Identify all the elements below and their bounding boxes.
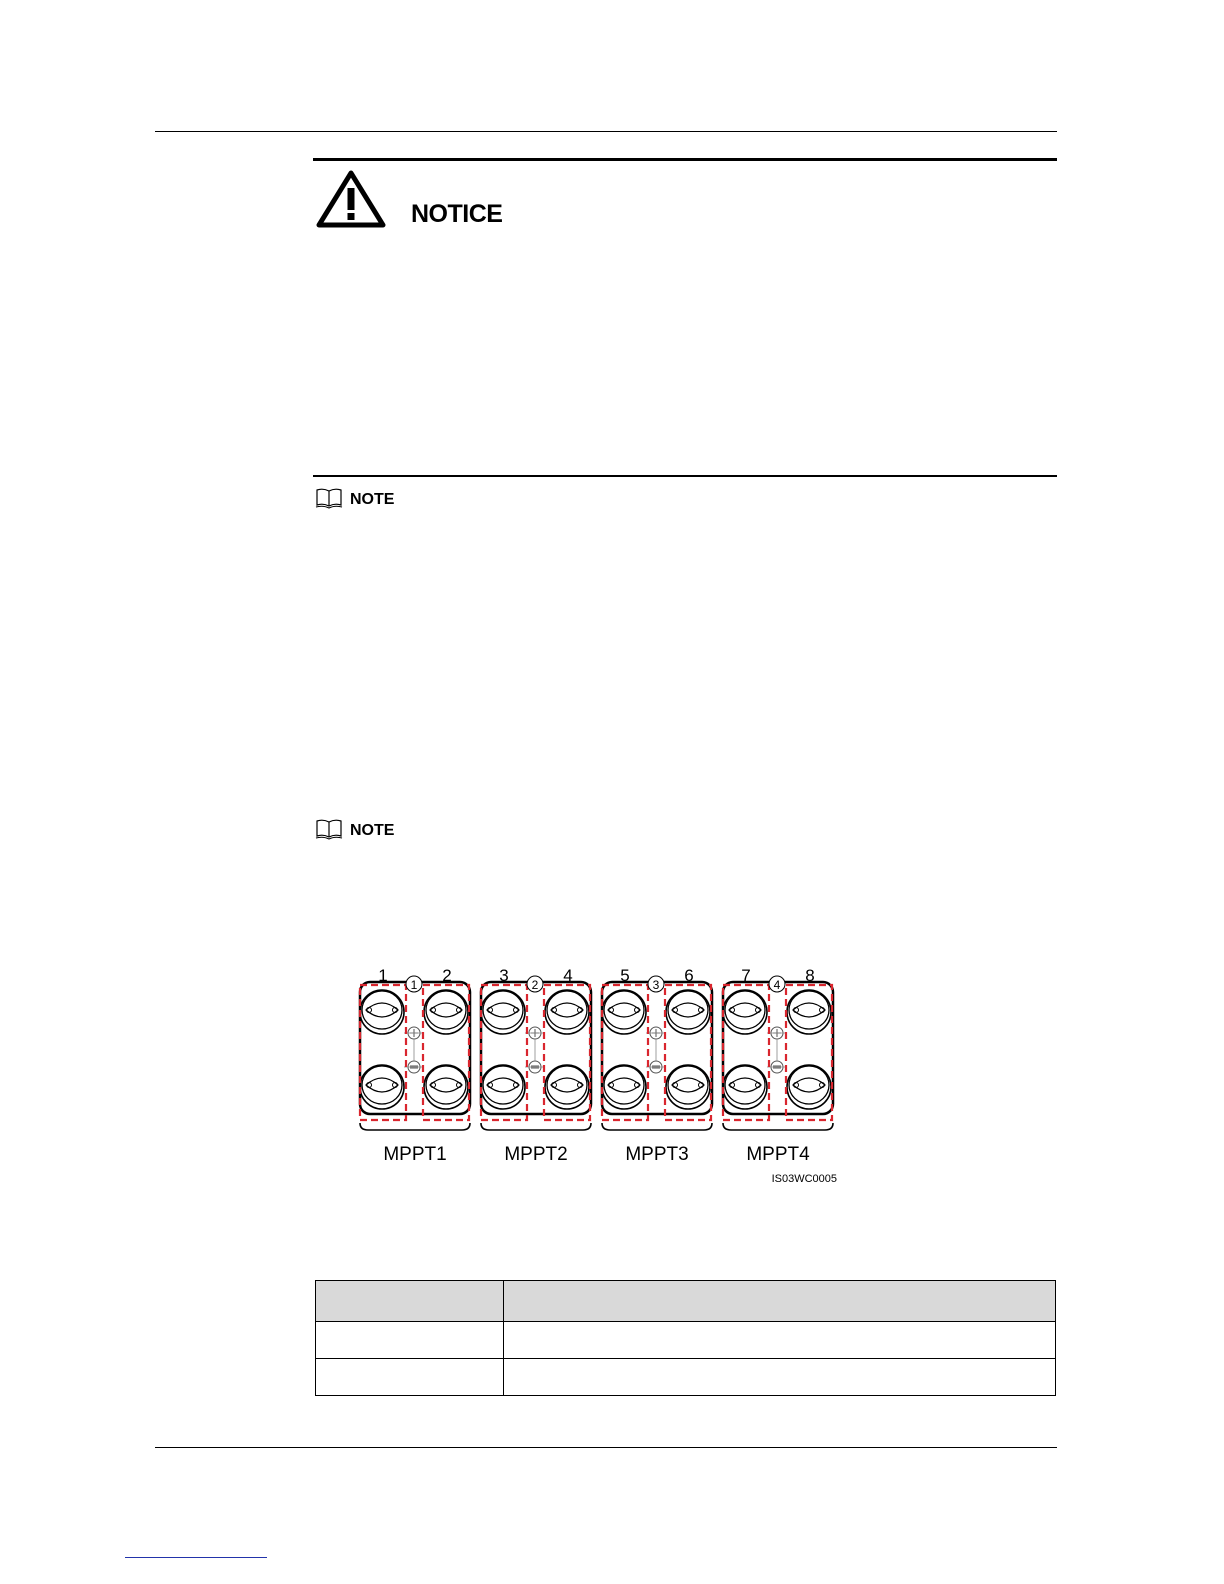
mppt-label: MPPT4: [746, 1144, 810, 1165]
data-table: [315, 1280, 1056, 1396]
group-marker: 3: [652, 978, 660, 992]
table-row: [316, 1322, 1056, 1359]
connector-body: [668, 1066, 708, 1104]
notice-top-rule: [313, 158, 1057, 161]
group-marker: 1: [410, 978, 418, 992]
group-bracket: [360, 1123, 470, 1130]
header-rule: [155, 131, 1057, 132]
group-bracket: [602, 1123, 712, 1130]
connector-body: [426, 1066, 466, 1104]
dc-terminal-figure: [350, 960, 850, 1190]
mppt-label: MPPT1: [383, 1144, 447, 1165]
mppt-label: MPPT3: [625, 1144, 689, 1165]
string-number: 2: [442, 966, 452, 985]
footer-rule: [155, 1447, 1057, 1448]
warning-triangle-icon: [316, 170, 386, 228]
connector-body: [604, 991, 644, 1029]
connector-body: [789, 1066, 829, 1104]
string-number: 5: [620, 966, 630, 985]
string-number: 3: [499, 966, 509, 985]
connector-body: [362, 991, 402, 1029]
connector-body: [725, 991, 765, 1029]
connector-body: [362, 1066, 402, 1104]
book-icon: [315, 487, 343, 509]
connector-body: [725, 1066, 765, 1104]
string-number: 7: [741, 966, 751, 985]
connector-body: [547, 991, 587, 1029]
footer-link-underline: [125, 1557, 267, 1558]
string-number: 6: [684, 966, 694, 985]
connector-body: [483, 991, 523, 1029]
mppt-label: MPPT2: [504, 1144, 568, 1165]
string-number: 8: [805, 966, 815, 985]
notice-title: NOTICE: [411, 200, 503, 228]
string-number: 1: [378, 966, 388, 985]
string-number: 4: [563, 966, 573, 985]
table-cell: [316, 1359, 504, 1396]
table-header-cell: [504, 1281, 1056, 1322]
group-marker: 4: [773, 978, 781, 992]
connector-body: [789, 991, 829, 1029]
table-row: [316, 1359, 1056, 1396]
table-header-cell: [316, 1281, 504, 1322]
table-cell: [504, 1322, 1056, 1359]
figure-id: IS03WC0005: [771, 1173, 837, 1185]
connector-body: [547, 1066, 587, 1104]
notice-bottom-rule: [313, 475, 1057, 477]
group-marker: 2: [531, 978, 539, 992]
table-cell: [504, 1359, 1056, 1396]
connector-body: [604, 1066, 644, 1104]
note-label: NOTE: [350, 491, 395, 508]
table-header-row: [316, 1281, 1056, 1322]
table-cell: [316, 1322, 504, 1359]
group-bracket: [481, 1123, 591, 1130]
connector-body: [483, 1066, 523, 1104]
connector-body: [426, 991, 466, 1029]
group-bracket: [723, 1123, 833, 1130]
note-label: NOTE: [350, 822, 395, 839]
book-icon: [315, 818, 343, 840]
connector-body: [668, 991, 708, 1029]
